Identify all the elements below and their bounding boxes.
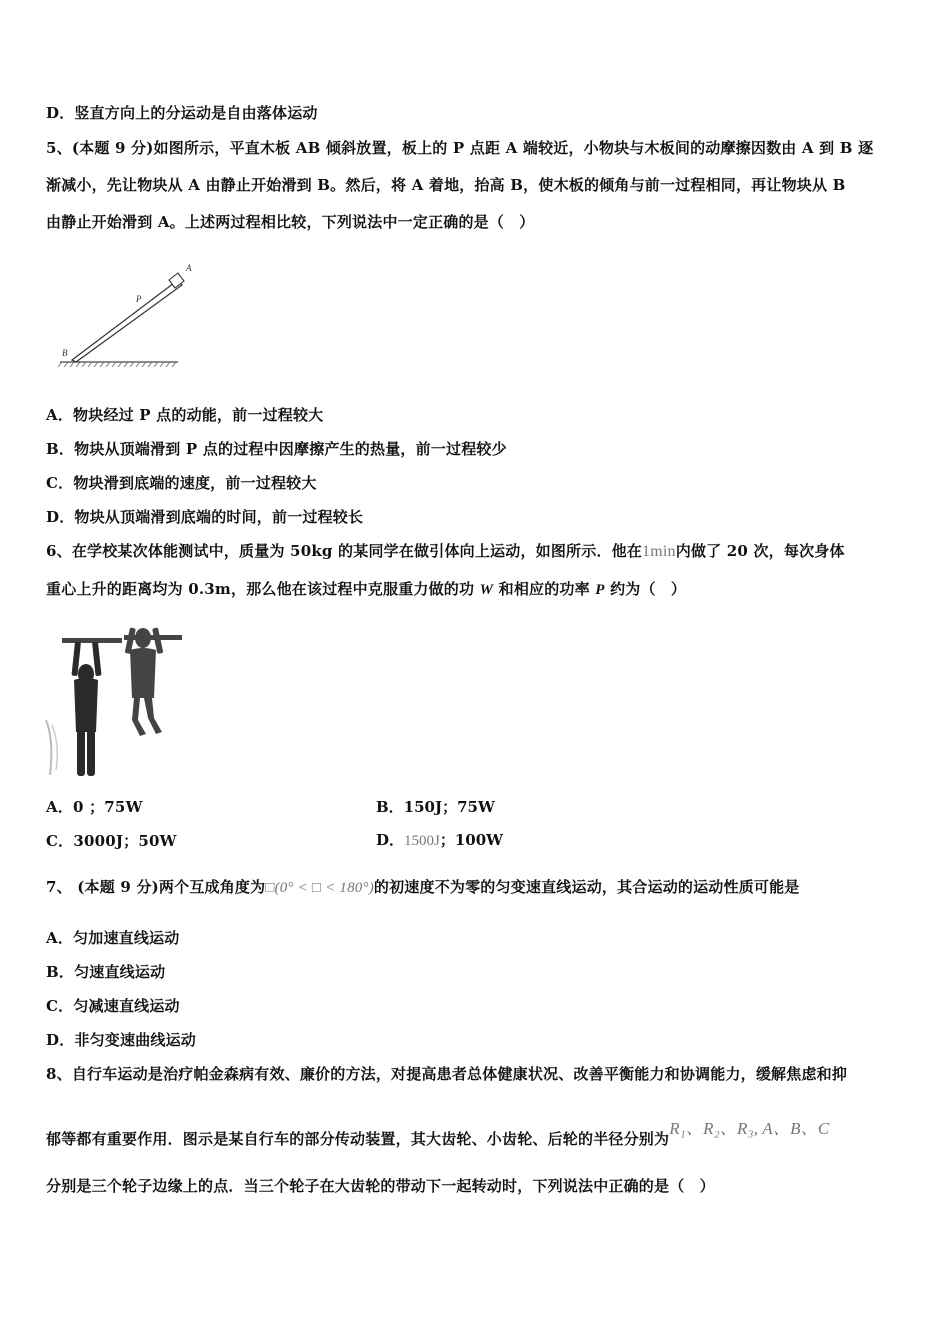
q6-option-a: A．0 ；75W: [46, 798, 143, 816]
q6-option-d-suffix: ；100W: [439, 831, 504, 849]
q6-stem-1b: 内做了 20 次，每次身体: [675, 542, 845, 560]
q8-stem-line-2: [46, 1119, 830, 1149]
q8-stem-line-1: 8、自行车运动是治疗帕金森病有效、廉价的方法，对提高患者总体健康状况、改善平衡能力和协调能力，缓解焦虑和抑: [46, 1065, 848, 1083]
q6-var-w: W: [479, 582, 494, 598]
label-b: B: [62, 348, 68, 358]
q6-stem-2a: 重心上升的距离均为 0.3m，那么他在该过程中克服重力做的功: [46, 580, 475, 598]
q7-angle-math: □(0° < □ < 180°): [265, 880, 374, 896]
q4-option-d: D．竖直方向上的分运动是自由落体运动: [46, 104, 318, 122]
q6-option-d-prefix: D．: [376, 831, 405, 849]
q7-stem-pre: 7、 (本题 9 分)两个互成角度为: [46, 878, 266, 896]
label-p: P: [136, 294, 142, 304]
q7-option-d: D．非匀变速曲线运动: [46, 1031, 197, 1049]
q7-option-c: C．匀减速直线运动: [46, 997, 180, 1015]
incline-board-figure: [56, 258, 206, 370]
q6-option-d: [376, 829, 503, 850]
q5-option-c: C．物块滑到底端的速度，前一过程较大: [46, 474, 317, 492]
q5-option-a: A．物块经过 P 点的动能，前一过程较大: [46, 406, 324, 424]
pull-up-photo: [44, 620, 194, 784]
q6-option-d-math: 1500J: [404, 833, 440, 849]
q5-stem-line-2: 渐减小，先让物块从 A 由静止开始滑到 B。然后，将 A 着地，抬高 B，使木板的倾角与前一过程相同，再让物块从 B: [46, 176, 846, 194]
q5-stem-line-3: 由静止开始滑到 A。上述两过程相比较，下列说法中一定正确的是（ ）: [46, 213, 535, 231]
q8-stem-line-2-text: 郁等都有重要作用．图示是某自行车的部分传动装置，其大齿轮、小齿轮、后轮的半径分别为: [46, 1130, 670, 1148]
q6-stem-line-2: [46, 578, 686, 599]
q7-option-b: B．匀速直线运动: [46, 963, 166, 981]
q5-option-b: B．物块从顶端滑到 P 点的过程中因摩擦产生的热量，前一过程较少: [46, 440, 507, 458]
label-a: A: [186, 263, 192, 273]
q7-stem-post: 的初速度不为零的匀变速直线运动，其合运动的运动性质可能是: [373, 878, 800, 896]
q6-math-1min: 1min: [642, 543, 676, 560]
q6-stem-2c: 约为（ ）: [610, 580, 687, 598]
q6-var-p: P: [595, 582, 605, 598]
q6-stem-2b: 和相应的功率: [498, 580, 590, 598]
q7-option-a: A．匀加速直线运动: [46, 929, 180, 947]
q6-stem-1a: 6、在学校某次体能测试中，质量为 50kg 的某同学在做引体向上运动，如图所示．他在: [46, 542, 643, 560]
q6-option-c: C．3000J；50W: [46, 832, 177, 850]
q6-option-b: B．150J；75W: [376, 798, 495, 816]
q6-stem-line-1: [46, 540, 845, 561]
q7-stem: [46, 876, 800, 897]
q8-stem-line-3: 分别是三个轮子边缘上的点．当三个轮子在大齿轮的带动下一起转动时，下列说法中正确的是（ ）: [46, 1177, 715, 1195]
q5-stem-line-1: 5、(本题 9 分)如图所示，平直木板 AB 倾斜放置，板上的 P 点距 A 端较近，小物块与木板间的动摩擦因数由 A 到 B 逐: [46, 139, 874, 157]
q8-radii-math: R₁、R₂、R₃, A、B、C: [669, 1119, 830, 1138]
q5-option-d: D．物块从顶端滑到底端的时间，前一过程较长: [46, 508, 364, 526]
